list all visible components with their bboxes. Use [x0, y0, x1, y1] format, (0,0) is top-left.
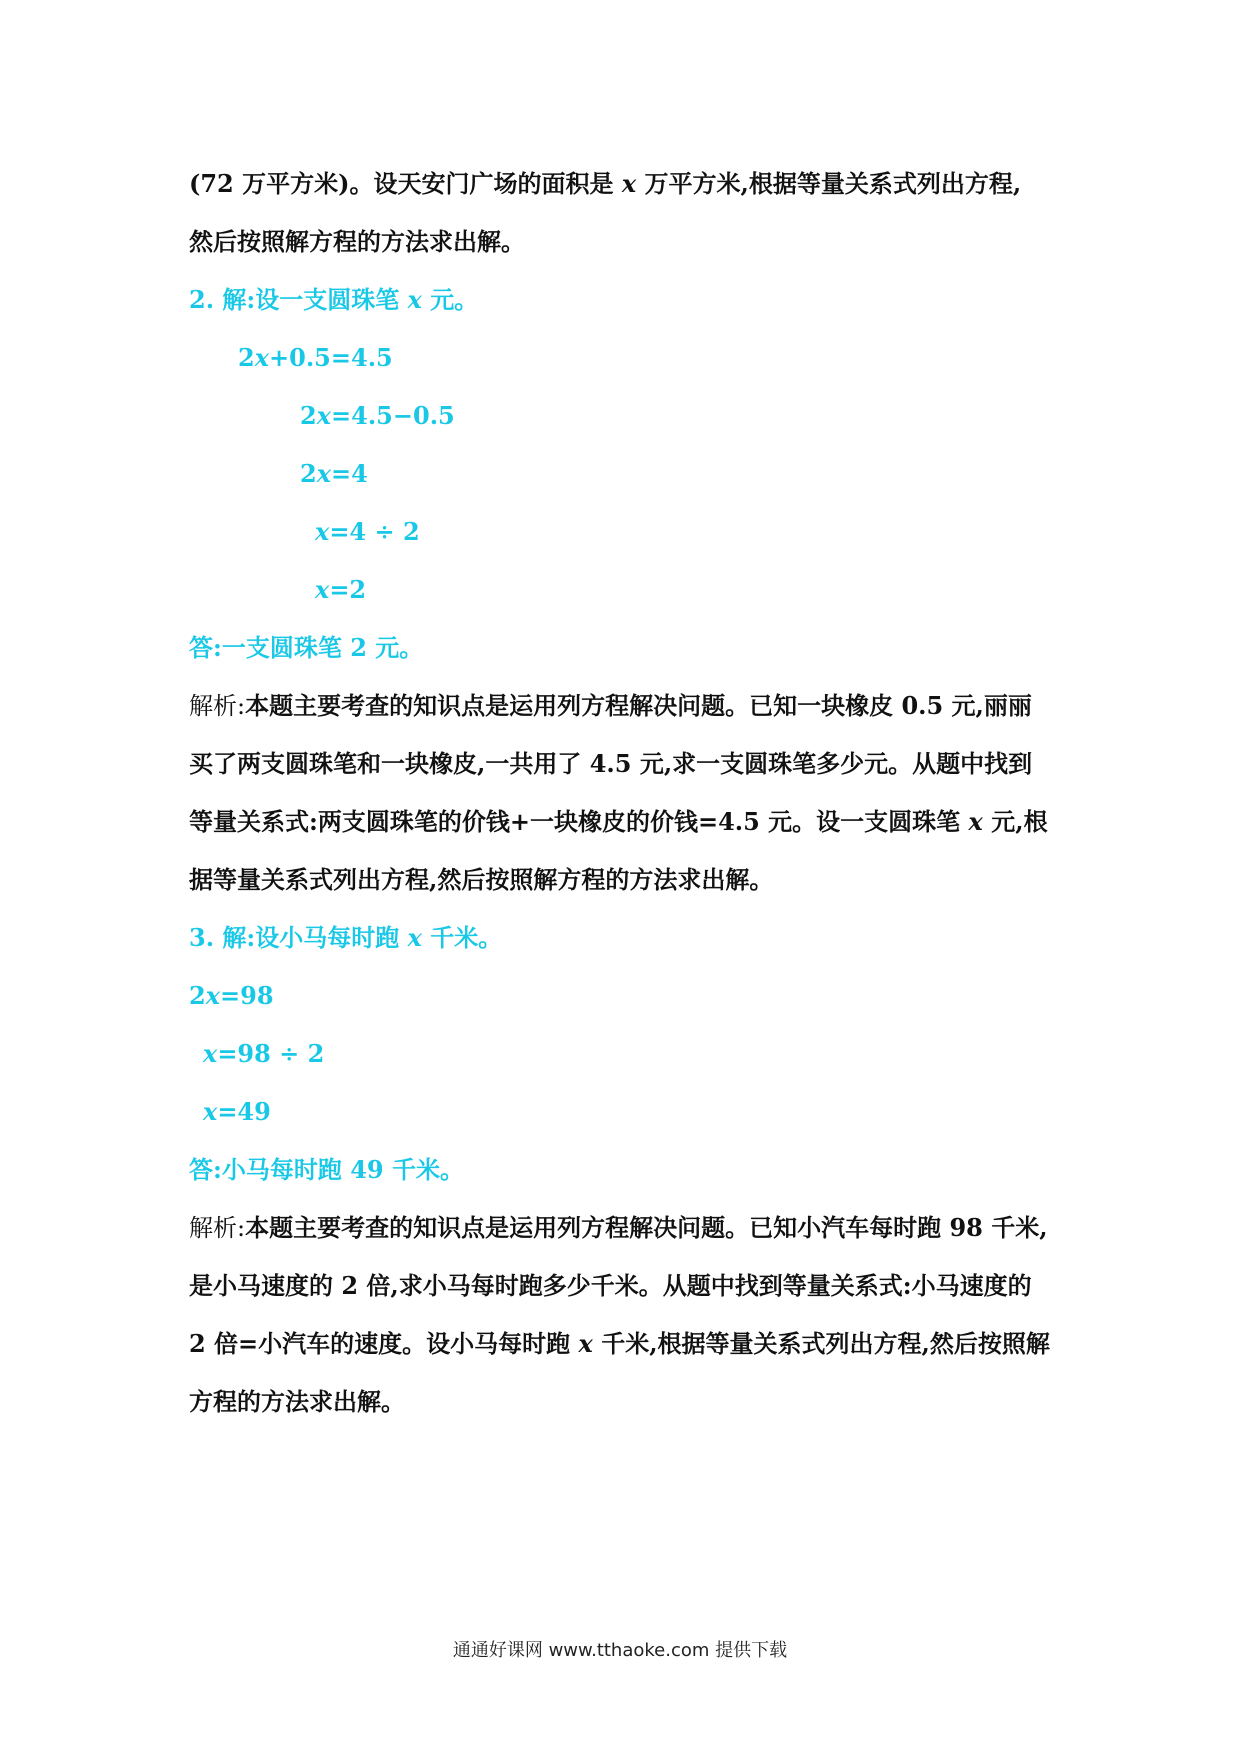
q3-step-1: 2x=98 [189, 981, 274, 1010]
analysis-label: 解析: [189, 1214, 246, 1242]
q2-analysis-line-4: 据等量关系式列出方程,然后按照解方程的方法求出解。 [189, 865, 774, 894]
q3-answer: 答:小马每时跑 49 千米。 [189, 1155, 464, 1184]
analysis-label: 解析: [189, 692, 246, 720]
q3-step-3: x=49 [203, 1097, 271, 1126]
q3-analysis-line-4: 方程的方法求出解。 [189, 1387, 405, 1416]
variable-x: x [621, 169, 637, 198]
q2-answer: 答:一支圆珠笔 2 元。 [189, 633, 424, 662]
prev-analysis-line-1: (72 万平方米)。设天安门广场的面积是 x 万平方米,根据等量关系式列出方程, [189, 169, 1022, 198]
q3-step-2: x=98 ÷ 2 [203, 1039, 325, 1068]
q2-analysis-line-2: 买了两支圆珠笔和一块橡皮,一共用了 4.5 元,求一支圆珠笔多少元。从题中找到 [189, 749, 1033, 778]
q2-step-5: x=2 [315, 575, 367, 604]
variable-x: x [968, 807, 983, 836]
variable-x: x [578, 1329, 593, 1358]
q2-analysis-line-1: 解析:本题主要考查的知识点是运用列方程解决问题。已知一块橡皮 0.5 元,丽丽 [189, 691, 1032, 720]
q2-step-4: x=4 ÷ 2 [315, 517, 420, 546]
prev-analysis-line-2: 然后按照解方程的方法求出解。 [189, 227, 525, 256]
q2-step-3: 2x=4 [300, 459, 368, 488]
q2-step-1: 2x+0.5=4.5 [238, 343, 393, 372]
q2-heading: 2. 解:设一支圆珠笔 x 元。 [189, 285, 479, 314]
variable-x: x [407, 923, 422, 952]
q3-analysis-line-3: 2 倍=小汽车的速度。设小马每时跑 x 千米,根据等量关系式列出方程,然后按照解 [189, 1329, 1050, 1358]
variable-x: x [407, 285, 422, 314]
q2-step-2: 2x=4.5−0.5 [300, 401, 455, 430]
q2-analysis-line-3: 等量关系式:两支圆珠笔的价钱+一块橡皮的价钱=4.5 元。设一支圆珠笔 x 元,根 [189, 807, 1048, 836]
q3-heading: 3. 解:设小马每时跑 x 千米。 [189, 923, 503, 952]
q3-analysis-line-2: 是小马速度的 2 倍,求小马每时跑多少千米。从题中找到等量关系式:小马速度的 [189, 1271, 1032, 1300]
footer-source-note: 通通好课网 www.tthaoke.com 提供下载 [452, 1640, 788, 1661]
q3-analysis-line-1: 解析:本题主要考查的知识点是运用列方程解决问题。已知小汽车每时跑 98 千米, [189, 1213, 1048, 1242]
